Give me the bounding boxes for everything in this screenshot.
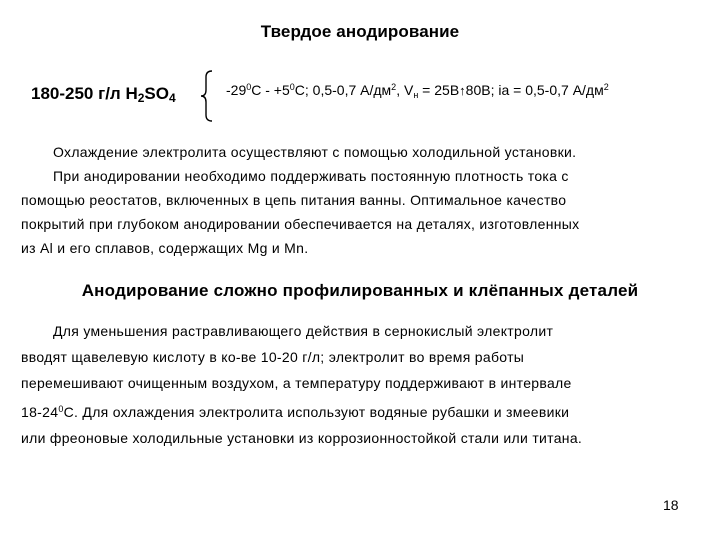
paragraph-line: При анодировании необходимо поддерживать постоянную плотность тока с <box>53 168 569 184</box>
temp-range-text: 18-24 <box>21 404 59 420</box>
paragraph-line <box>21 396 701 425</box>
param-temp-low: -29 <box>226 82 247 98</box>
paragraph-line: помощью реостатов, включенных в цепь питания ванны. Оптимальное качество <box>21 192 567 208</box>
section-heading: Анодирование сложно профилированных и клёпанных деталей <box>81 281 639 300</box>
paragraph-complex-parts <box>21 318 701 451</box>
param-voltage-end-anode-density: 80В; iа = 0,5-0,7 А/дм <box>465 82 604 98</box>
left-brace-icon <box>200 70 216 122</box>
up-arrow-icon: ↑ <box>459 83 466 98</box>
electrolyte-composition <box>31 84 176 105</box>
composition-prefix: 180-250 г/л H <box>31 84 138 103</box>
slide-title: Твердое анодирование <box>260 22 460 41</box>
square-sup: 2 <box>391 82 397 92</box>
paragraph-line: вводят щавелевую кислоту в ко-ве 10-20 г/л; электролит во время работы <box>21 349 525 365</box>
param-temp-high: С - +5 <box>251 82 290 98</box>
param-voltage-start: = 25В <box>418 82 460 98</box>
subscript-2: 2 <box>137 91 145 105</box>
square-sup: 2 <box>603 82 609 92</box>
paragraph-line: или фреоновые холодильные установки из коррозионностойкой стали или титана. <box>21 430 583 446</box>
paragraph-line: из Al и его сплавов, содержащих Mg и Mn. <box>21 240 309 256</box>
paragraph-line-rest: С. Для охлаждения электролита используют водяные рубашки и змеевики <box>63 404 570 420</box>
composition-so: SO <box>144 84 169 103</box>
degree-sup: 0 <box>289 82 295 92</box>
paragraph-line: Охлаждение электролита осуществляют с помощью холодильной установки. <box>53 144 577 160</box>
paragraph-line: перемешивают очищенным воздухом, а температуру поддерживают в интервале <box>21 375 572 391</box>
paragraph-cooling <box>21 140 701 260</box>
paragraph-line: покрытий при глубоком анодировании обеспечивается на деталях, изготовленных <box>21 216 580 232</box>
voltage-sub: н <box>413 90 419 100</box>
subscript-4: 4 <box>168 91 176 105</box>
page-number: 18 <box>663 497 679 513</box>
process-parameters <box>226 82 609 100</box>
degree-sup: 0 <box>58 404 64 414</box>
paragraph-line: Для уменьшения растравливающего действия в сернокислый электролит <box>53 323 554 339</box>
param-current-density: С; 0,5-0,7 А/дм <box>294 82 392 98</box>
degree-sup: 0 <box>246 82 252 92</box>
param-voltage-label: , V <box>396 82 414 98</box>
